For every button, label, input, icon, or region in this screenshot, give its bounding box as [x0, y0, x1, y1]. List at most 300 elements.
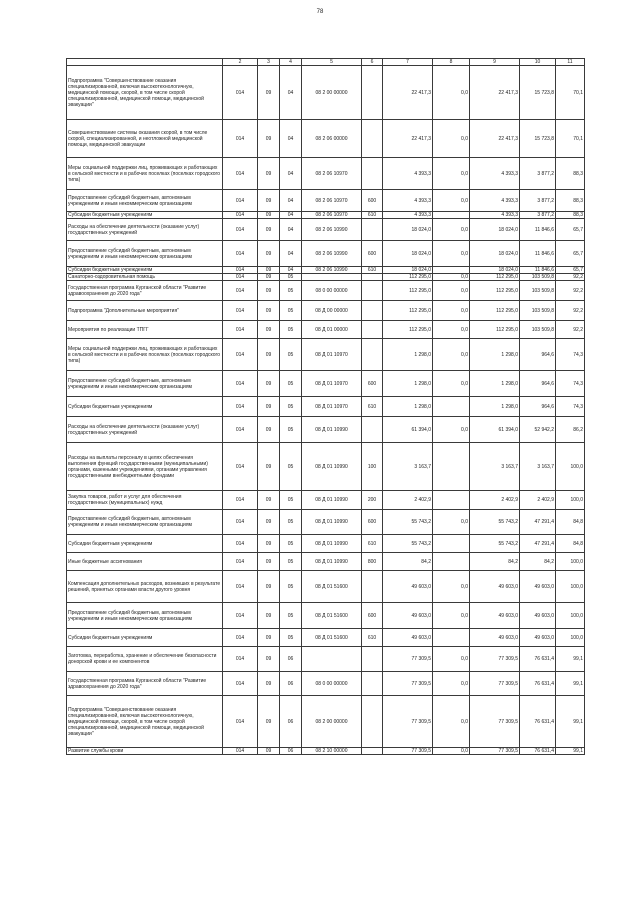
cell-adjusted-plan: 112 295,0 [470, 301, 520, 321]
cell-change-value: 0,0 [433, 748, 470, 755]
cell-admin-code: 014 [223, 120, 258, 158]
cell-expense-type [362, 339, 383, 371]
cell-subsection: 04 [280, 212, 302, 219]
cell-change-value: 0,0 [433, 417, 470, 443]
cell-section: 09 [258, 274, 280, 281]
cell-target-article: 08 0 00 00000 [302, 281, 362, 301]
cell-section: 09 [258, 417, 280, 443]
cell-executed: 103 509,8 [520, 321, 556, 339]
cell-admin-code: 014 [223, 603, 258, 629]
column-header-admin-code: 2 [223, 59, 258, 66]
cell-adjusted-plan: 3 163,7 [470, 443, 520, 491]
cell-plan-value: 49 603,0 [383, 571, 433, 603]
cell-plan-value: 49 603,0 [383, 629, 433, 647]
table-row [67, 417, 585, 443]
cell-executed: 49 603,0 [520, 571, 556, 603]
table-row [67, 339, 585, 371]
cell-section: 09 [258, 535, 280, 553]
table-row [67, 535, 585, 553]
cell-subsection: 05 [280, 321, 302, 339]
cell-adjusted-plan: 1 298,0 [470, 371, 520, 397]
cell-change-value [433, 397, 470, 417]
cell-admin-code: 014 [223, 158, 258, 190]
cell-expense-type: 610 [362, 267, 383, 274]
cell-subsection: 05 [280, 371, 302, 397]
cell-expense-type [362, 321, 383, 339]
cell-admin-code: 014 [223, 241, 258, 267]
cell-plan-value: 2 402,9 [383, 491, 433, 510]
column-header-percent: 11 [556, 59, 585, 66]
cell-target-article: 08 2 10 00000 [302, 748, 362, 755]
cell-executed: 11 846,6 [520, 219, 556, 241]
cell-executed: 49 603,0 [520, 603, 556, 629]
cell-plan-value: 18 024,0 [383, 241, 433, 267]
cell-executed: 76 631,4 [520, 696, 556, 748]
cell-description: Иные бюджетные ассигнования [67, 553, 223, 571]
cell-subsection: 06 [280, 748, 302, 755]
cell-section: 09 [258, 443, 280, 491]
cell-section: 09 [258, 158, 280, 190]
table-row [67, 241, 585, 267]
cell-subsection: 05 [280, 553, 302, 571]
column-header-subsection: 4 [280, 59, 302, 66]
cell-section: 09 [258, 371, 280, 397]
cell-admin-code: 014 [223, 491, 258, 510]
cell-description: Субсидии бюджетным учреждениям [67, 629, 223, 647]
cell-target-article: 08 2 00 00000 [302, 66, 362, 120]
table-row [67, 267, 585, 274]
cell-section: 09 [258, 190, 280, 212]
cell-admin-code: 014 [223, 629, 258, 647]
cell-expense-type: 600 [362, 190, 383, 212]
cell-expense-type: 600 [362, 371, 383, 397]
cell-change-value: 0,0 [433, 66, 470, 120]
cell-change-value [433, 535, 470, 553]
cell-adjusted-plan: 77 309,5 [470, 647, 520, 672]
cell-target-article [302, 647, 362, 672]
cell-plan-value: 1 298,0 [383, 397, 433, 417]
cell-admin-code: 014 [223, 748, 258, 755]
cell-target-article: 08 Д 01 10990 [302, 443, 362, 491]
cell-percent: 92,2 [556, 321, 585, 339]
cell-admin-code: 014 [223, 571, 258, 603]
cell-admin-code: 014 [223, 339, 258, 371]
cell-description: Заготовка, переработка, хранение и обеспечение безопасности донорской крови и ее компонентов [67, 647, 223, 672]
cell-change-value: 0,0 [433, 571, 470, 603]
cell-section: 09 [258, 267, 280, 274]
cell-percent: 70,1 [556, 120, 585, 158]
cell-target-article: 08 Д 01 10970 [302, 339, 362, 371]
cell-target-article: 08 Д 01 51600 [302, 629, 362, 647]
cell-percent: 65,7 [556, 241, 585, 267]
cell-change-value [433, 629, 470, 647]
table-row [67, 571, 585, 603]
cell-expense-type: 100 [362, 443, 383, 491]
cell-expense-type [362, 274, 383, 281]
cell-subsection: 05 [280, 339, 302, 371]
cell-expense-type [362, 696, 383, 748]
cell-plan-value: 55 743,2 [383, 510, 433, 535]
cell-description: Расходы на выплаты персоналу в целях обеспечения выполнения функций государственными (муниципальными) органами, казенными учреждениями, органами управления государственными внебюджетными фондами [67, 443, 223, 491]
cell-change-value [433, 491, 470, 510]
cell-description: Расходы на обеспечение деятельности (оказание услуг) государственных учреждений [67, 417, 223, 443]
cell-change-value: 0,0 [433, 696, 470, 748]
cell-change-value: 0,0 [433, 510, 470, 535]
cell-adjusted-plan: 1 298,0 [470, 397, 520, 417]
cell-change-value: 0,0 [433, 219, 470, 241]
cell-target-article [302, 274, 362, 281]
cell-section: 09 [258, 397, 280, 417]
cell-percent: 74,3 [556, 339, 585, 371]
cell-plan-value: 18 024,0 [383, 219, 433, 241]
cell-change-value: 0,0 [433, 647, 470, 672]
cell-subsection: 05 [280, 443, 302, 491]
cell-expense-type: 610 [362, 397, 383, 417]
cell-admin-code: 014 [223, 321, 258, 339]
cell-subsection: 05 [280, 491, 302, 510]
cell-description: Государственная программа Курганской области "Развитие здравоохранения до 2020 года" [67, 672, 223, 696]
cell-plan-value: 77 309,5 [383, 647, 433, 672]
cell-plan-value: 4 393,3 [383, 212, 433, 219]
cell-subsection: 06 [280, 696, 302, 748]
column-header-plan-value: 7 [383, 59, 433, 66]
cell-target-article: 08 Д 01 10970 [302, 371, 362, 397]
cell-section: 09 [258, 672, 280, 696]
cell-subsection: 06 [280, 672, 302, 696]
cell-subsection: 04 [280, 219, 302, 241]
cell-description: Мероприятия по реализации ТПГГ [67, 321, 223, 339]
cell-subsection: 05 [280, 603, 302, 629]
cell-description: Расходы на обеспечение деятельности (оказание услуг) государственных учреждений [67, 219, 223, 241]
cell-target-article: 08 2 06 10990 [302, 241, 362, 267]
cell-target-article: 08 2 06 10970 [302, 212, 362, 219]
cell-percent: 74,3 [556, 371, 585, 397]
cell-expense-type: 610 [362, 535, 383, 553]
cell-executed: 3 877,2 [520, 190, 556, 212]
cell-percent: 65,7 [556, 267, 585, 274]
cell-plan-value: 1 298,0 [383, 339, 433, 371]
cell-section: 09 [258, 647, 280, 672]
cell-section: 09 [258, 510, 280, 535]
cell-target-article: 08 Д 01 10990 [302, 553, 362, 571]
cell-expense-type [362, 647, 383, 672]
cell-subsection: 05 [280, 629, 302, 647]
cell-executed: 964,6 [520, 397, 556, 417]
cell-expense-type [362, 417, 383, 443]
cell-executed: 84,2 [520, 553, 556, 571]
cell-section: 09 [258, 748, 280, 755]
cell-description: Субсидии бюджетным учреждениям [67, 267, 223, 274]
cell-target-article: 08 2 06 10970 [302, 190, 362, 212]
cell-percent: 99,1 [556, 647, 585, 672]
cell-section: 09 [258, 491, 280, 510]
cell-admin-code: 014 [223, 66, 258, 120]
column-header-executed: 10 [520, 59, 556, 66]
cell-admin-code: 014 [223, 397, 258, 417]
column-header-expense-type: 6 [362, 59, 383, 66]
cell-target-article: 08 0 00 00000 [302, 672, 362, 696]
table-row [67, 672, 585, 696]
column-header-description [67, 59, 223, 66]
cell-section: 09 [258, 281, 280, 301]
cell-subsection: 05 [280, 535, 302, 553]
cell-adjusted-plan: 112 295,0 [470, 321, 520, 339]
cell-percent: 92,2 [556, 274, 585, 281]
cell-executed: 47 291,4 [520, 510, 556, 535]
cell-target-article: 08 2 00 00000 [302, 696, 362, 748]
table-row [67, 397, 585, 417]
cell-expense-type: 600 [362, 510, 383, 535]
cell-description: Государственная программа Курганской области "Развитие здравоохранения до 2020 года" [67, 281, 223, 301]
cell-executed: 3 877,2 [520, 158, 556, 190]
cell-description: Предоставление субсидий бюджетным, автономным учреждениям и иным некоммерческим организациям [67, 241, 223, 267]
cell-percent: 74,3 [556, 397, 585, 417]
cell-executed: 103 509,8 [520, 274, 556, 281]
table-row [67, 212, 585, 219]
cell-executed: 52 942,2 [520, 417, 556, 443]
cell-percent: 100,0 [556, 629, 585, 647]
cell-section: 09 [258, 696, 280, 748]
cell-description: Развитие службы крови [67, 748, 223, 755]
cell-percent: 100,0 [556, 443, 585, 491]
budget-table [66, 58, 585, 755]
cell-change-value: 0,0 [433, 120, 470, 158]
cell-description: Предоставление субсидий бюджетным, автономным учреждениям и иным некоммерческим организациям [67, 510, 223, 535]
cell-admin-code: 014 [223, 301, 258, 321]
cell-expense-type: 600 [362, 603, 383, 629]
cell-expense-type: 600 [362, 241, 383, 267]
cell-admin-code: 014 [223, 672, 258, 696]
cell-plan-value: 84,2 [383, 553, 433, 571]
cell-adjusted-plan: 61 394,0 [470, 417, 520, 443]
cell-adjusted-plan: 84,2 [470, 553, 520, 571]
cell-percent: 100,0 [556, 491, 585, 510]
cell-admin-code: 014 [223, 281, 258, 301]
cell-subsection: 04 [280, 241, 302, 267]
cell-plan-value: 4 393,3 [383, 190, 433, 212]
cell-executed: 103 509,8 [520, 281, 556, 301]
cell-section: 09 [258, 571, 280, 603]
cell-subsection: 04 [280, 66, 302, 120]
cell-percent: 84,8 [556, 510, 585, 535]
cell-section: 09 [258, 321, 280, 339]
cell-section: 09 [258, 120, 280, 158]
cell-adjusted-plan: 77 309,5 [470, 748, 520, 755]
cell-description: Предоставление субсидий бюджетным, автономным учреждениям и иным некоммерческим организациям [67, 190, 223, 212]
cell-description: Компенсация дополнительных расходов, возникших в результате решений, принятых органами власти другого уровня [67, 571, 223, 603]
cell-change-value [433, 212, 470, 219]
cell-expense-type [362, 66, 383, 120]
cell-percent: 84,8 [556, 535, 585, 553]
table-row [67, 190, 585, 212]
cell-target-article: 08 Д 00 00000 [302, 301, 362, 321]
cell-subsection: 04 [280, 158, 302, 190]
cell-plan-value: 112 295,0 [383, 274, 433, 281]
cell-adjusted-plan: 49 603,0 [470, 603, 520, 629]
cell-subsection: 05 [280, 571, 302, 603]
cell-adjusted-plan: 112 295,0 [470, 281, 520, 301]
cell-plan-value: 112 295,0 [383, 301, 433, 321]
column-header-adjusted-plan: 9 [470, 59, 520, 66]
cell-expense-type: 200 [362, 491, 383, 510]
cell-plan-value: 3 163,7 [383, 443, 433, 491]
cell-executed: 49 603,0 [520, 629, 556, 647]
table-row [67, 371, 585, 397]
cell-subsection: 05 [280, 510, 302, 535]
cell-percent: 88,3 [556, 190, 585, 212]
cell-expense-type: 800 [362, 553, 383, 571]
cell-percent: 100,0 [556, 603, 585, 629]
cell-plan-value: 77 309,5 [383, 672, 433, 696]
cell-expense-type [362, 672, 383, 696]
cell-description: Совершенствование системы оказания скорой, в том числе скорой, специализированной, и неотложной медицинской помощи, медицинской эвакуации [67, 120, 223, 158]
cell-adjusted-plan: 1 298,0 [470, 339, 520, 371]
cell-expense-type: 610 [362, 629, 383, 647]
cell-section: 09 [258, 603, 280, 629]
cell-plan-value: 22 417,3 [383, 120, 433, 158]
cell-plan-value: 61 394,0 [383, 417, 433, 443]
cell-executed: 964,6 [520, 371, 556, 397]
cell-executed: 103 509,8 [520, 301, 556, 321]
table-row [67, 510, 585, 535]
cell-description: Подпрограмма "Дополнительные мероприятия" [67, 301, 223, 321]
cell-expense-type [362, 301, 383, 321]
cell-change-value [433, 267, 470, 274]
cell-plan-value: 77 309,5 [383, 696, 433, 748]
cell-description: Субсидии бюджетным учреждениям [67, 212, 223, 219]
table-row [67, 66, 585, 120]
cell-change-value: 0,0 [433, 339, 470, 371]
cell-description: Закупка товаров, работ и услуг для обеспечения государственных (муниципальных) нужд [67, 491, 223, 510]
cell-percent: 92,2 [556, 301, 585, 321]
cell-executed: 3 163,7 [520, 443, 556, 491]
page-number: 78 [316, 9, 324, 15]
cell-admin-code: 014 [223, 417, 258, 443]
cell-admin-code: 014 [223, 267, 258, 274]
cell-section: 09 [258, 553, 280, 571]
cell-subsection: 06 [280, 647, 302, 672]
cell-change-value: 0,0 [433, 301, 470, 321]
column-header-target-article: 5 [302, 59, 362, 66]
cell-plan-value: 22 417,3 [383, 66, 433, 120]
cell-description: Субсидии бюджетным учреждениям [67, 535, 223, 553]
table-row [67, 219, 585, 241]
cell-adjusted-plan: 112 295,0 [470, 274, 520, 281]
table-row [67, 120, 585, 158]
cell-admin-code: 014 [223, 510, 258, 535]
cell-section: 09 [258, 301, 280, 321]
cell-target-article: 08 Д 01 10970 [302, 397, 362, 417]
cell-target-article: 08 2 06 00000 [302, 120, 362, 158]
cell-change-value: 0,0 [433, 603, 470, 629]
cell-adjusted-plan: 22 417,3 [470, 120, 520, 158]
cell-percent: 88,3 [556, 212, 585, 219]
cell-plan-value: 112 295,0 [383, 321, 433, 339]
cell-description: Субсидии бюджетным учреждениям [67, 397, 223, 417]
cell-percent: 100,0 [556, 571, 585, 603]
table-row [67, 321, 585, 339]
table-row [67, 696, 585, 748]
cell-expense-type [362, 219, 383, 241]
cell-percent: 99,1 [556, 696, 585, 748]
cell-section: 09 [258, 66, 280, 120]
cell-subsection: 05 [280, 281, 302, 301]
cell-adjusted-plan: 49 603,0 [470, 629, 520, 647]
cell-executed: 76 631,4 [520, 748, 556, 755]
cell-plan-value: 1 298,0 [383, 371, 433, 397]
cell-target-article: 08 Д 01 00000 [302, 321, 362, 339]
cell-percent: 70,1 [556, 66, 585, 120]
cell-percent: 92,2 [556, 281, 585, 301]
cell-percent: 86,2 [556, 417, 585, 443]
cell-executed: 964,6 [520, 339, 556, 371]
cell-executed: 11 846,6 [520, 241, 556, 267]
cell-percent: 99,1 [556, 672, 585, 696]
column-header-section: 3 [258, 59, 280, 66]
cell-change-value: 0,0 [433, 321, 470, 339]
cell-section: 09 [258, 241, 280, 267]
cell-executed: 15 723,8 [520, 66, 556, 120]
cell-adjusted-plan: 77 309,5 [470, 696, 520, 748]
cell-expense-type: 610 [362, 212, 383, 219]
cell-target-article: 08 Д 01 10990 [302, 417, 362, 443]
cell-section: 09 [258, 219, 280, 241]
cell-section: 09 [258, 629, 280, 647]
table-row [67, 748, 585, 755]
cell-change-value: 0,0 [433, 672, 470, 696]
cell-section: 09 [258, 339, 280, 371]
cell-percent: 88,3 [556, 158, 585, 190]
table-row [67, 301, 585, 321]
cell-change-value [433, 553, 470, 571]
table-row [67, 647, 585, 672]
cell-expense-type [362, 158, 383, 190]
cell-admin-code: 014 [223, 553, 258, 571]
table-row [67, 158, 585, 190]
cell-executed: 47 291,4 [520, 535, 556, 553]
cell-adjusted-plan: 2 402,9 [470, 491, 520, 510]
cell-change-value: 0,0 [433, 241, 470, 267]
cell-admin-code: 014 [223, 371, 258, 397]
cell-plan-value: 49 603,0 [383, 603, 433, 629]
cell-description: Предоставление субсидий бюджетным, автономным учреждениям и иным некоммерческим организациям [67, 371, 223, 397]
table-row [67, 281, 585, 301]
cell-change-value: 0,0 [433, 281, 470, 301]
cell-subsection: 04 [280, 120, 302, 158]
cell-target-article: 08 2 06 10970 [302, 158, 362, 190]
cell-target-article: 08 Д 01 10990 [302, 491, 362, 510]
cell-admin-code: 014 [223, 696, 258, 748]
cell-executed: 11 846,6 [520, 267, 556, 274]
cell-description: Меры социальной поддержки лиц, проживающих и работающих в сельской местности и в рабочих поселках (поселках городского типа) [67, 158, 223, 190]
cell-target-article: 08 2 06 10990 [302, 219, 362, 241]
cell-section: 09 [258, 212, 280, 219]
cell-executed: 2 402,9 [520, 491, 556, 510]
cell-percent: 99,1 [556, 748, 585, 755]
cell-adjusted-plan: 18 024,0 [470, 241, 520, 267]
cell-subsection: 05 [280, 274, 302, 281]
cell-executed: 3 877,2 [520, 212, 556, 219]
cell-description: Меры социальной поддержки лиц, проживающих и работающих в сельской местности и в рабочих поселках (поселках городского типа) [67, 339, 223, 371]
cell-admin-code: 014 [223, 274, 258, 281]
table-row [67, 274, 585, 281]
cell-subsection: 05 [280, 397, 302, 417]
cell-subsection: 05 [280, 301, 302, 321]
table-row [67, 553, 585, 571]
cell-target-article: 08 2 06 10990 [302, 267, 362, 274]
table-row [67, 603, 585, 629]
cell-description: Предоставление субсидий бюджетным, автономным учреждениям и иным некоммерческим организациям [67, 603, 223, 629]
